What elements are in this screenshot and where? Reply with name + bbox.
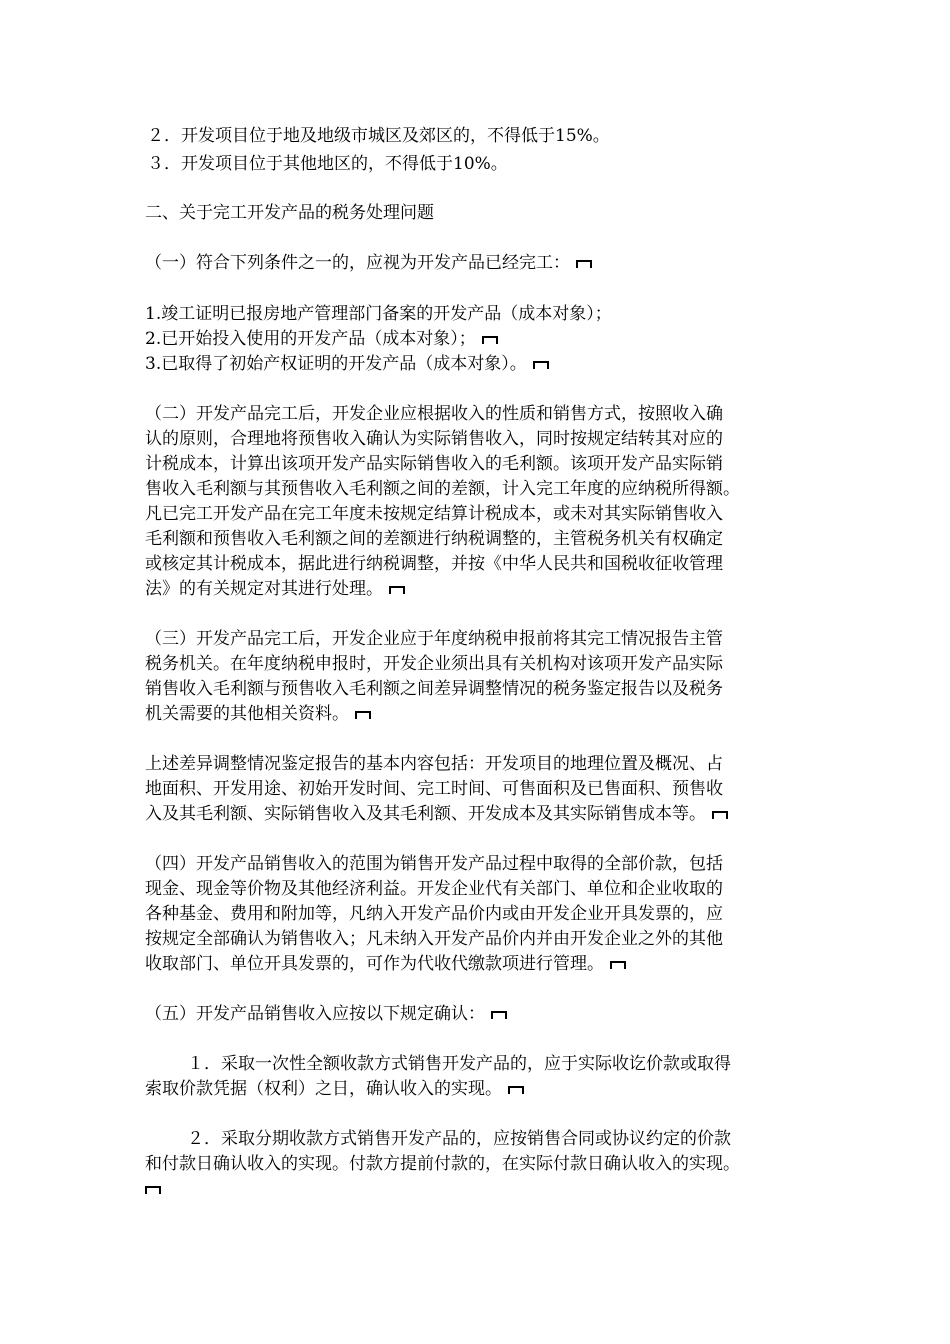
- text-line: 认的原则，合理地将预售收入确认为实际销售收入，同时按规定结转其对应的: [145, 429, 723, 449]
- text-line: 各种基金、费用和附加等，凡纳入开发产品价内或由开发企业开具发票的，应: [145, 904, 723, 924]
- text-line: （四）开发产品销售收入的范围为销售开发产品过程中取得的全部价款，包括: [145, 854, 723, 874]
- text-line: 销售收入毛利额与预售收入毛利额之间差异调整情况的税务鉴定报告以及税务: [145, 679, 723, 699]
- text-line: 现金、现金等价物及其他经济利益。开发企业代有关部门、单位和企业收取的: [145, 879, 723, 899]
- text-line: （一）符合下列条件之一的，应视为开发产品已经完工：: [145, 251, 593, 275]
- paragraph-mark-icon: [389, 586, 406, 596]
- paragraph-mark-icon: [712, 811, 729, 821]
- text-line: 凡已完工开发产品在完工年度未按规定结算计税成本，或未对其实际销售收入: [145, 504, 723, 524]
- text-line: 售收入毛利额与其预售收入毛利额之间的差额，计入完工年度的应纳税所得额。: [145, 479, 740, 499]
- text-line: 或核定其计税成本，据此进行纳税调整，并按《中华人民共和国税收征收管理: [145, 554, 723, 574]
- paragraph-mark-icon: [491, 1011, 508, 1021]
- text-line: 计税成本，计算出该项开发产品实际销售收入的毛利额。该项开发产品实际销: [145, 454, 723, 474]
- paragraph-mark-icon: [533, 361, 550, 371]
- text-line: 索取价款凭据（权利）之日，确认收入的实现。: [145, 1077, 525, 1101]
- text-line: 1.竣工证明已报房地产管理部门备案的开发产品（成本对象）；: [145, 304, 612, 324]
- paragraph-mark-icon: [355, 711, 372, 721]
- text-line: 上述差异调整情况鉴定报告的基本内容包括：开发项目的地理位置及概况、占: [145, 754, 723, 774]
- section-heading: 二、关于完工开发产品的税务处理问题: [145, 203, 434, 223]
- text-line: （二）开发产品完工后，开发企业应根据收入的性质和销售方式，按照收入确: [145, 404, 723, 424]
- text-line: 地面积、开发用途、初始开发时间、完工时间、可售面积及已售面积、预售收: [145, 779, 723, 799]
- text-line: 法》的有关规定对其进行处理。: [145, 577, 406, 601]
- text-line: ２．开发项目位于地及地级市城区及郊区的，不得低于15%。: [147, 126, 610, 146]
- text-line: 入及其毛利额、实际销售收入及其毛利额、开发成本及其实际销售成本等。: [145, 802, 729, 826]
- text-line: （三）开发产品完工后，开发企业应于年度纳税申报前将其完工情况报告主管: [145, 629, 723, 649]
- text-line: 税务机关。在年度纳税申报时，开发企业须出具有关机构对该项开发产品实际: [145, 654, 723, 674]
- text-line: １．采取一次性全额收款方式销售开发产品的，应于实际收讫价款或取得: [187, 1054, 731, 1074]
- text-line: （五）开发产品销售收入应按以下规定确认：: [145, 1002, 508, 1026]
- text-line: 收取部门、单位开具发票的，可作为代收代缴款项进行管理。: [145, 952, 627, 976]
- text-line: 按规定全部确认为销售收入；凡未纳入开发产品价内并由开发企业之外的其他: [145, 929, 723, 949]
- paragraph-mark-icon: [482, 336, 499, 346]
- paragraph-mark-icon: [145, 1186, 162, 1196]
- text-line: 2.已开始投入使用的开发产品（成本对象）；: [145, 327, 499, 351]
- text-line: [145, 1177, 162, 1201]
- text-line: 和付款日确认收入的实现。付款方提前付款的，在实际付款日确认收入的实现。: [145, 1154, 740, 1174]
- paragraph-mark-icon: [508, 1086, 525, 1096]
- text-line: 机关需要的其他相关资料。: [145, 702, 372, 726]
- text-line: ３．开发项目位于其他地区的，不得低于10%。: [147, 154, 508, 174]
- text-line: 毛利额和预售收入毛利额之间的差额进行纳税调整的，主管税务机关有权确定: [145, 529, 723, 549]
- text-line: 3.已取得了初始产权证明的开发产品（成本对象）。: [145, 352, 550, 376]
- paragraph-mark-icon: [576, 260, 593, 270]
- paragraph-mark-icon: [610, 961, 627, 971]
- text-line: ２．采取分期收款方式销售开发产品的，应按销售合同或协议约定的价款: [187, 1129, 731, 1149]
